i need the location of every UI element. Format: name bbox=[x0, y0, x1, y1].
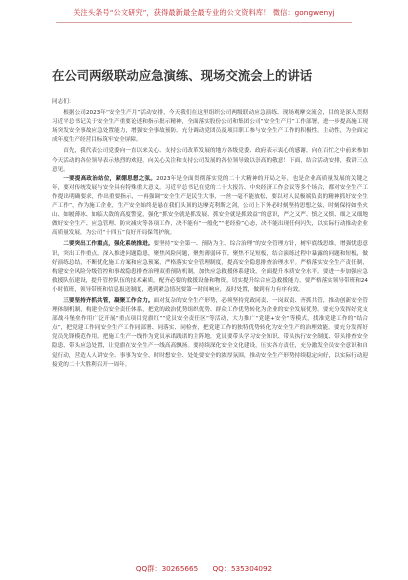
banner-text: 关注头条号“公文研究”，获得最新最全最专业的公文资料库！ 微信：gongwenyj bbox=[73, 8, 335, 17]
top-banner bbox=[0, 0, 408, 28]
section-2-text: 要坚持“安全第一、预防为主、综合治理”的安全管理方针，树牢底线思维，增强忧患意识，突出工作重点，深入推进问题隐患，聚焦风险问题，聚焦薄弱环节，聚焦不足短板，结合演练过程中暴露的问题和短板，做好演练总结，不断优化施工方案和应急预案，严格落实安全管理制度，提高安全隐患排查治理水平。严格落实安全生产责任制，构建安全风险分级管控和事故隐患排查治理双重预防机制，加快应急救援体系建设，全面提升本质安全水平。要进一步加强应急救援队伍建设，提升管控队伍的技术素质，配齐必要的救援设备和物资，切实提升综合应急救援能力，要严格落实领导带班和24小时值班，领导带班和信息报送制度，遇到紧急情况要第一时间响应，及时处置，做到有力有序有效。 bbox=[52, 241, 368, 293]
banner-rule bbox=[56, 22, 352, 23]
footer-qq-group: QQ群：30265665 bbox=[135, 564, 199, 573]
footer-qq: QQ：535304092 bbox=[212, 564, 273, 573]
section-1-text: 2023年是全面贯彻落实党的二十大精神的开局之年，也是企业高质量发展的关键之年，要对传统发展与安全具有特殊重大意义。习近平总书记在党的二十大报告、中央经济工作会议等多个场合，都对安全生产工作提出明确要求，作出重要指示，一再强调“安全生产是民生大事，一丝一毫不能放松，要以对人民极端负责的精神抓好安全生产工作”，作为施工企业，生产安全始终是悬在我们头顶的达摩克利斯之剑，公司上下务必时刻坚持思想之弦，时刻保持如坐火山、如履薄冰、如临大敌的高度警觉，强化“抓安全就是抓发展、抓安全就是抓效益”的意识，严之又严、慎之又慎、细之又细地做好安全生产、应急管理、防灾减灾等各项工作，决不能有“一般化”“老经验”心态，决不能出现任何闪失，以实际行动推动企业高质量发展，为公司“十四五”良好开局保驾护航。 bbox=[52, 175, 368, 237]
section-1-heading: 一要提高政治站位，紧绷思想之弦。 bbox=[63, 175, 157, 182]
section-2 bbox=[52, 240, 368, 295]
paragraph-thanks: 首先，我代表公司党委向一直以来关心、支持公司改革发展的地方各级党委、政府表示衷心的感谢，向在百忙之中前来参加今天活动的各位领导表示热烈的欢迎。向关心关注和支持公司发展的各位领导致以崇高的敬意！下面，结合活动安排，我讲三点意见。 bbox=[52, 148, 368, 173]
section-3-heading: 三要坚持齐抓共管，凝聚工作合力。 bbox=[63, 297, 154, 304]
section-2-heading: 二要突出工作重点，强化系统推进。 bbox=[63, 241, 154, 248]
document-body bbox=[52, 98, 368, 548]
section-3-text: 面对复杂的安全生产形势，必须坚持党政同责、一岗双责、齐抓共管，推动创新安全管理体制机制，构建全员安全责任体系，把党的政治优势组织优势、群众工作优势转化为企业的安全发展优势。要充分发挥好党支部战斗堡垒作用广泛开展“重点项目党旗红”“党员安全责任区”等活动，大力推广“党建+安全”等模式，找准党建工作的“结合点”，把党建工作同安全生产工作同部署、同落实、同检查，把党建工作的独特优势转化为安全生产的治理效能。要充分发挥好党员先锋模范作用，把施工生产一线作为党员承诺践诺的主阵地，党员要带头学习安全知识、带头执行安全制度、带头排查安全隐患、带头应急处置，让党旗在安全生产一线高高飘扬。要持续深化安全文化建设，压实各方责任，充分激发全员安全意识和自觉行动，营造人人讲安全、事事为安全、时时想安全、处处要安全的浓厚氛围，推动安全生产形势持续稳定向好，以实际行动迎接党的二十大胜利召开一周年。 bbox=[52, 297, 368, 368]
section-1 bbox=[52, 175, 368, 239]
section-3 bbox=[52, 297, 368, 370]
footer bbox=[0, 564, 408, 574]
paragraph-intro: 根据公司2023年“安全生产月”活动安排，今天我们在这里组织公司两级联动应急演练、现场观摩交流会，目的是深入贯彻习近平总书记关于安全生产重要论述和指示批示精神，全面落实股份公司和集团公司“安全生产月”工作部署，进一步提高施工现场突发安全事故应急处置能力，增强安全事故预防，充分调动党团员及项目职工参与安全生产工作的积极性。主动性，为全面完成年度生产经营目标筑牢安全屏障。 bbox=[52, 110, 368, 144]
greeting: 同志们： bbox=[52, 99, 75, 105]
document-title: 在公司两级联动应急演练、现场交流会上的讲话 bbox=[52, 68, 313, 83]
